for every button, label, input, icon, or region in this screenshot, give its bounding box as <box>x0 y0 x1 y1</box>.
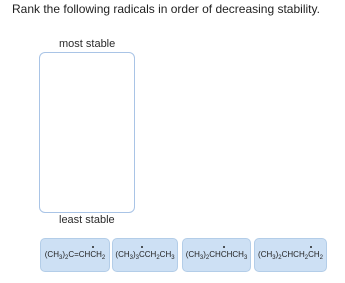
radical-formula <box>45 250 106 261</box>
subscript: 3 <box>243 254 248 261</box>
formula-segment: HCH <box>226 249 244 259</box>
radical-tile-4[interactable] <box>254 238 327 272</box>
formula-segment: CHCH <box>281 249 305 259</box>
subscript: 2 <box>156 254 160 261</box>
subscript: 2 <box>304 254 309 261</box>
subscript: 3 <box>58 254 63 261</box>
subscript: 3 <box>171 254 175 261</box>
radical-tile-2[interactable] <box>112 238 178 272</box>
formula-segment: H <box>313 249 320 259</box>
formula-segment: CH <box>159 249 172 259</box>
formula-segment: ) <box>203 249 206 259</box>
formula-segment: (CH <box>44 249 59 259</box>
subscript: 3 <box>129 254 133 261</box>
formula-segment: ) <box>275 249 279 259</box>
formula-segment: CH <box>144 249 157 259</box>
subscript: 3 <box>272 254 276 261</box>
radical-center: C <box>90 249 97 259</box>
least-stable-label: least stable <box>59 214 115 226</box>
formula-segment: CH <box>209 249 221 259</box>
subscript: 2 <box>205 254 210 261</box>
subscript: 3 <box>199 254 204 261</box>
ranking-drop-zone[interactable] <box>39 52 135 213</box>
formula-segment: C=CH <box>68 249 91 259</box>
formula-segment: (CH <box>185 249 200 259</box>
subscript: 2 <box>319 254 323 261</box>
formula-segment: ) <box>62 249 65 259</box>
instruction-text: Rank the following radicals in order of decreasing stability. <box>12 2 320 16</box>
radical-formula <box>115 250 174 261</box>
most-stable-label: most stable <box>59 38 116 50</box>
radical-center: C <box>220 249 227 259</box>
subscript: 3 <box>135 254 139 261</box>
formula-segment: H <box>96 249 102 259</box>
formula-segment: ) <box>132 249 136 259</box>
subscript: 2 <box>64 254 69 261</box>
radical-tile-3[interactable] <box>182 238 251 272</box>
subscript: 2 <box>101 254 106 261</box>
radical-tile-1[interactable] <box>40 238 110 272</box>
subscript: 2 <box>278 254 282 261</box>
formula-segment: (CH <box>258 249 273 259</box>
radical-formula <box>258 250 323 261</box>
formula-segment: (CH <box>115 249 130 259</box>
radical-center: C <box>308 249 314 259</box>
radical-center: C <box>138 249 145 259</box>
radical-formula <box>186 250 248 261</box>
